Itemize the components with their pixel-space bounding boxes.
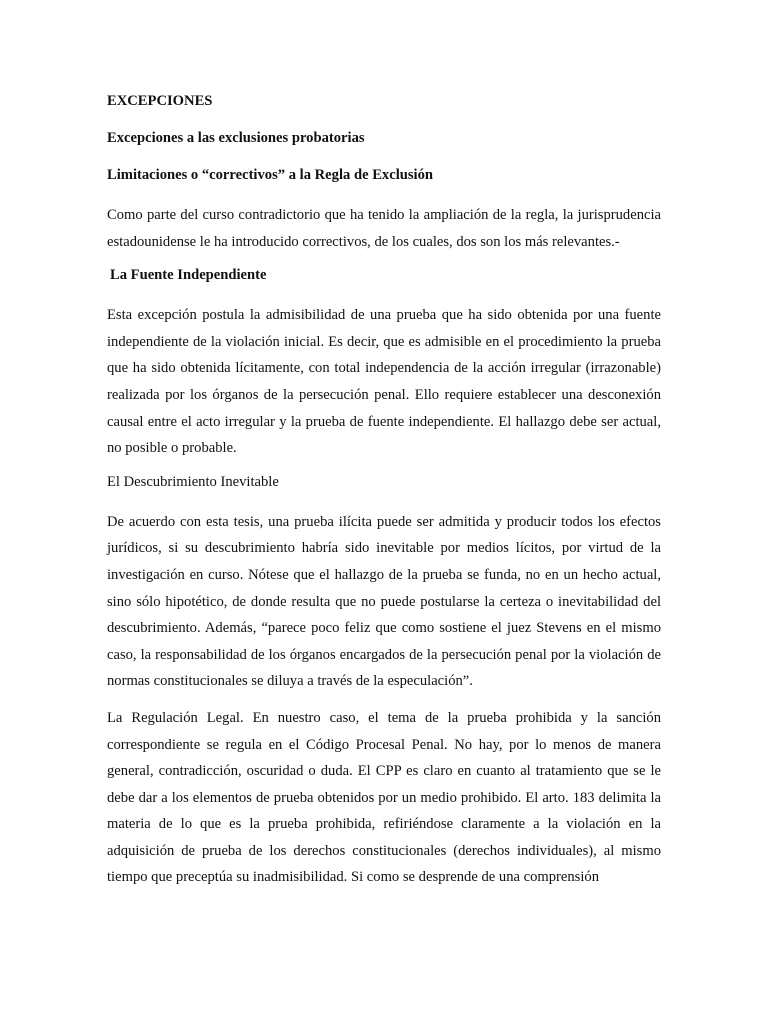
heading-fuente-independiente: La Fuente Independiente <box>110 267 267 284</box>
subheading-descubrimiento: El Descubrimiento Inevitable <box>107 473 279 490</box>
document-body <box>107 91 661 901</box>
paragraph-descubrimiento: De acuerdo con esta tesis, una prueba ilícita puede ser admitida y producir todos los efectos jurídicos, si su descubrimiento habría sido inevitable por medios lícitos, por virtud de la investigación en curso. Nótese que el hallazgo de la prueba se funda, no en un hecho actual, sino sólo hipotético, de donde resulta que no puede postularse la certeza o inevitabilidad del descubrimiento. Además, “parece poco feliz que como sostiene el juez Stevens en el mismo caso, la responsabilidad de los órganos encargados de la persecución penal por la violación de normas constitucionales se diluya a través de la especulación”. <box>107 513 661 690</box>
heading-excepciones: EXCEPCIONES <box>107 93 213 109</box>
paragraph-regulacion-legal: La Regulación Legal. En nuestro caso, el tema de la prueba prohibida y la sanción correspondiente se regula en el Código Procesal Penal. No hay, por lo menos de manera general, contradicción, oscuridad o duda. El CPP es claro en cuanto al tratamiento que se le debe dar a los elementos de prueba obtenidos por un medio prohibido. El arto. 183 delimita la materia de lo que es la prueba prohibida, refiriéndose claramente a la violación en la adquisición de prueba de los derechos constitucionales (derechos individuales), al mismo tiempo que preceptúa su inadmisibilidad. Si como se desprende de una comprensión <box>107 709 661 886</box>
heading-limitaciones: Limitaciones o “correctivos” a la Regla de Exclusión <box>107 167 434 183</box>
paragraph-intro: Como parte del curso contradictorio que ha tenido la ampliación de la regla, la jurisprudencia estadounidense le ha introducido correctivos, de los cuales, dos son los más relevantes.- <box>107 207 661 250</box>
paragraph-fuente-independiente: Esta excepción postula la admisibilidad de una prueba que ha sido obtenida por una fuente independiente de la violación inicial. Es decir, que es admisible en el procedimiento la prueba que ha sido obtenida lícitamente, con total independencia de la acción irregular (irrazonable) realizada por los órganos de la persecución penal. Ello requiere establecer una desconexión causal entre el acto irregular y la prueba de fuente independiente. El hallazgo debe ser actual, no posible o probable. <box>107 307 661 457</box>
heading-excepciones-exclusiones: Excepciones a las exclusiones probatorias <box>107 130 365 146</box>
